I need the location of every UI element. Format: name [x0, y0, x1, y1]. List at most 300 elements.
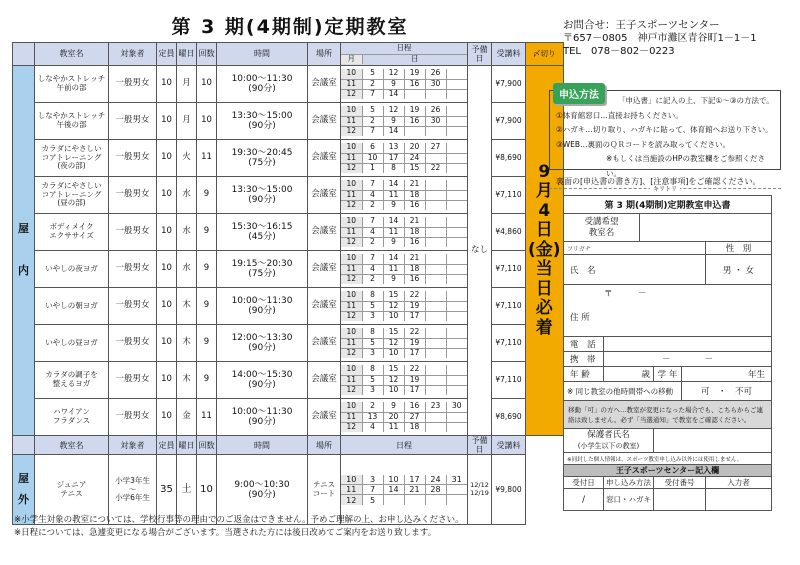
schedule-month: 12	[341, 311, 362, 321]
schedule-day	[446, 385, 467, 395]
session-count: 11	[197, 399, 217, 436]
target-audience: 一般男女	[109, 362, 157, 399]
schedule-month: 11	[341, 301, 362, 311]
schedule-day: 10	[362, 153, 383, 163]
move-note: 移動「可」の方へ…教室が変更になった場合でも、こちらからご連絡は致しません。必ず「当選通知」で教室をご確認ください。	[564, 401, 772, 429]
indoor-header-row	[13, 43, 564, 66]
schedule-day: 9	[383, 116, 404, 126]
duration: (75分)	[248, 158, 276, 168]
form-title: 第 3 期(4期制)定期教室申込書	[564, 196, 772, 214]
schedule-day: 17	[383, 153, 404, 163]
schedule-month: 11	[341, 412, 362, 422]
duration: (90分)	[248, 121, 276, 131]
schedule-cell	[341, 251, 468, 288]
schedule-row	[341, 338, 467, 348]
header-schedule	[341, 43, 468, 66]
class-name: いやしの朝ヨガ	[35, 288, 109, 325]
schedule-day: 4	[362, 190, 383, 200]
schedule-day: 16	[404, 402, 425, 412]
name-field[interactable]	[564, 255, 706, 285]
schedule-day: 2	[362, 402, 383, 412]
schedule-day: 8	[383, 163, 404, 173]
schedule-day: 2	[362, 274, 383, 284]
weekday: 金	[177, 399, 197, 436]
schedule-day	[446, 180, 467, 190]
schedule-day	[425, 375, 446, 385]
schedule-day	[446, 163, 467, 173]
schedule-row	[341, 475, 467, 485]
schedule-day: 16	[404, 274, 425, 284]
weekday: 火	[177, 140, 197, 177]
schedule-day	[425, 180, 446, 190]
schedule-day: 21	[404, 254, 425, 264]
class-name: カラダにやさしい コアトレーニング (昼の部)	[35, 177, 109, 214]
schedule-day	[425, 348, 446, 358]
schedule-day: 12	[383, 375, 404, 385]
schedule-day: 5	[362, 338, 383, 348]
schedule-day: 18	[404, 422, 425, 432]
session-count: 11	[197, 140, 217, 177]
schedule-header-month: 月	[341, 54, 362, 64]
schedule-month: 10	[341, 328, 362, 338]
schedule-day: 21	[404, 180, 425, 190]
age-field[interactable]: 歳	[604, 367, 654, 382]
schedule-day	[425, 254, 446, 264]
schedule-day	[446, 291, 467, 301]
schedule-day: 9	[383, 200, 404, 210]
target-audience: 一般男女	[109, 103, 157, 140]
duration: (90分)	[248, 417, 276, 427]
schedule-day: 14	[383, 126, 404, 136]
move-option[interactable]: 可 ・ 不可	[682, 382, 772, 401]
schedule-day	[425, 200, 446, 210]
schedule-grid	[341, 69, 467, 99]
target-audience: 小学3年生 ～ 小学6年生	[109, 455, 157, 525]
schedule-day: 5	[362, 375, 383, 385]
header-count: 回数	[197, 43, 217, 66]
schedule-row	[341, 412, 467, 422]
schedule-day: 3	[362, 385, 383, 395]
schedule-month: 12	[341, 200, 362, 210]
staff-method-field[interactable]: 窓口・ハガキ	[604, 489, 654, 511]
schedule-month: 10	[341, 217, 362, 227]
class-time	[217, 399, 308, 436]
staff-col-date: 受付日	[564, 477, 604, 489]
schedule-day: 20	[404, 143, 425, 153]
guardian-field[interactable]	[654, 429, 772, 453]
schedule-month: 12	[341, 422, 362, 432]
mobile-field[interactable]: － －	[604, 352, 772, 367]
footnote: ※日程については、急遽変更になる場合がございます。当選された方には後日改めてご案内をお送り致します。	[14, 528, 437, 538]
page-title: 第 3 期(4期制)定期教室	[171, 16, 409, 38]
schedule-day	[446, 190, 467, 200]
schedule-day	[446, 79, 467, 89]
move-label: ※ 同じ教室の他時間帯への移動	[564, 382, 682, 401]
fee: ¥4,860	[492, 214, 526, 251]
header-deadline: 〆切り	[526, 43, 564, 66]
class-time	[217, 103, 308, 140]
class-name: いやしの昼ヨガ	[35, 325, 109, 362]
section-indoor: 屋 内	[13, 66, 35, 436]
schedule-day: 19	[404, 375, 425, 385]
schedule-day: 19	[404, 69, 425, 79]
target-audience: 一般男女	[109, 399, 157, 436]
schedule-month: 10	[341, 365, 362, 375]
staff-number-field[interactable]	[654, 489, 706, 511]
schedule-month: 10	[341, 180, 362, 190]
schedule-day: 8	[362, 291, 383, 301]
postal-code: 〒 －	[604, 289, 647, 299]
time-range: 10:00～11:30	[231, 73, 293, 84]
cut-line-label: キリトリ	[650, 186, 680, 193]
phone-field[interactable]	[604, 337, 772, 352]
schedule-day: 9	[383, 402, 404, 412]
schedule-day: 13	[362, 412, 383, 422]
schedule-day: 6	[362, 143, 383, 153]
venue: 会議室	[308, 251, 341, 288]
class-time	[217, 214, 308, 251]
time-range: 10:00～11:30	[231, 406, 293, 417]
schedule-day	[446, 375, 467, 385]
weekday: 土	[177, 455, 197, 525]
schedule-day: 28	[425, 485, 446, 495]
staff-col-operator: 入力者	[706, 477, 772, 489]
schedule-grid	[341, 291, 467, 321]
target-audience: 一般男女	[109, 251, 157, 288]
schedule-day	[383, 495, 404, 505]
schedule-row	[341, 485, 467, 495]
fee: ¥7,110	[492, 177, 526, 214]
schedule-day	[446, 217, 467, 227]
class-time	[217, 140, 308, 177]
schedule-month: 11	[341, 264, 362, 274]
session-count: 9	[197, 177, 217, 214]
schedule-header	[341, 44, 467, 64]
contact-info	[563, 19, 757, 58]
schedule-cell	[341, 288, 468, 325]
schedule-day	[425, 412, 446, 422]
guardian-label	[564, 429, 654, 453]
duration: (90分)	[248, 84, 276, 94]
schedule-day	[425, 495, 446, 505]
class-time	[217, 251, 308, 288]
schedule-cell	[341, 325, 468, 362]
class-schedule-table	[12, 42, 564, 525]
schedule-day: 1	[362, 163, 383, 173]
schedule-grid	[341, 475, 467, 505]
schedule-month: 10	[341, 291, 362, 301]
schedule-month: 11	[341, 227, 362, 237]
schedule-row	[341, 190, 467, 200]
schedule-day	[404, 495, 425, 505]
schedule-row	[341, 217, 467, 227]
schedule-day	[425, 274, 446, 284]
schedule-day: 18	[404, 264, 425, 274]
staff-col-method: 申し込み方法	[604, 477, 654, 489]
venue: 会議室	[308, 140, 341, 177]
schedule-day	[425, 365, 446, 375]
schedule-day: 15	[404, 163, 425, 173]
schedule-row	[341, 311, 467, 321]
schedule-day	[446, 301, 467, 311]
header-place: 場所	[308, 43, 341, 66]
fee: ¥7,110	[492, 251, 526, 288]
schedule-day: 31	[446, 475, 467, 485]
capacity: 10	[157, 177, 177, 214]
schedule-day	[425, 89, 446, 99]
capacity: 35	[157, 455, 177, 525]
schedule-month: 11	[341, 375, 362, 385]
schedule-day	[425, 338, 446, 348]
capacity: 10	[157, 325, 177, 362]
header-schedule: 日程	[341, 436, 468, 455]
schedule-day: 30	[425, 116, 446, 126]
schedule-day	[425, 301, 446, 311]
schedule-row	[341, 348, 467, 358]
weekday: 木	[177, 362, 197, 399]
schedule-row	[341, 254, 467, 264]
schedule-month: 12	[341, 126, 362, 136]
schedule-day: 3	[362, 348, 383, 358]
schedule-day	[446, 126, 467, 136]
schedule-day: 15	[383, 291, 404, 301]
schedule-day	[446, 237, 467, 247]
section-outdoor: 屋 外	[13, 455, 35, 525]
schedule-day: 7	[362, 126, 383, 136]
header-capacity: 定員	[157, 43, 177, 66]
schedule-day: 17	[404, 385, 425, 395]
schedule-day: 30	[446, 402, 467, 412]
schedule-day	[425, 153, 446, 163]
schedule-day: 14	[383, 254, 404, 264]
schedule-day: 22	[404, 291, 425, 301]
schedule-day	[446, 106, 467, 116]
schedule-month: 10	[341, 402, 362, 412]
schedule-cell	[341, 103, 468, 140]
header-time: 時間	[217, 43, 308, 66]
schedule-day: 15	[383, 365, 404, 375]
schedule-day	[425, 190, 446, 200]
class-time	[217, 325, 308, 362]
schedule-grid	[341, 402, 467, 432]
contact-phone: TEL 078－802－0223	[563, 46, 675, 57]
guardian-title: 保護者氏名	[587, 429, 630, 440]
schedule-day: 9	[383, 274, 404, 284]
schedule-day: 7	[362, 180, 383, 190]
schedule-cell	[341, 214, 468, 251]
schedule-row	[341, 79, 467, 89]
schedule-day: 17	[404, 311, 425, 321]
application-form	[563, 195, 772, 511]
schedule-month: 12	[341, 163, 362, 173]
schedule-day: 12	[383, 338, 404, 348]
venue: 会議室	[308, 325, 341, 362]
duration: (75分)	[248, 269, 276, 279]
schedule-row	[341, 274, 467, 284]
guardian-sub: (小学生以下の教室)	[577, 441, 640, 450]
class-wish-field[interactable]	[640, 214, 772, 242]
schedule-day: 5	[362, 106, 383, 116]
schedule-day: 16	[404, 79, 425, 89]
schedule-cell	[341, 177, 468, 214]
schedule-row	[341, 328, 467, 338]
footnotes	[14, 514, 463, 540]
schedule-day	[446, 274, 467, 284]
schedule-day	[446, 254, 467, 264]
grade-field[interactable]: 年生	[682, 367, 772, 382]
contact-address: 〒657－0805 神戸市灘区青谷町1－1－1	[563, 33, 757, 44]
schedule-day: 2	[362, 237, 383, 247]
schedule-day: 16	[404, 200, 425, 210]
schedule-day: 16	[404, 116, 425, 126]
schedule-day	[425, 237, 446, 247]
venue: 会議室	[308, 214, 341, 251]
address-field[interactable]	[564, 285, 772, 337]
staff-date-field[interactable]: /	[564, 489, 604, 511]
header-target: 対象者	[109, 436, 157, 455]
schedule-month: 11	[341, 338, 362, 348]
weekday: 木	[177, 288, 197, 325]
fee: ¥7,110	[492, 288, 526, 325]
header-spare: 予備日	[468, 43, 492, 66]
outdoor-header-row	[13, 436, 564, 455]
gender-select[interactable]: 男 ・ 女	[706, 255, 772, 285]
schedule-month: 12	[341, 237, 362, 247]
header-class: 教室名	[35, 436, 109, 455]
schedule-day: 24	[404, 153, 425, 163]
capacity: 10	[157, 362, 177, 399]
header-spare: 予備日	[468, 436, 492, 455]
capacity: 10	[157, 251, 177, 288]
schedule-day: 8	[362, 328, 383, 338]
schedule-day: 2	[362, 116, 383, 126]
contact-name: お問合せ：王子スポーツセンター	[563, 19, 720, 31]
schedule-day: 10	[383, 475, 404, 485]
schedule-day	[446, 328, 467, 338]
schedule-day	[425, 311, 446, 321]
footnote: ※小学生対象の教室については、学校行事等の理由でのご返金はできません。予めご理解の上、お申し込みください。	[14, 515, 464, 525]
schedule-day	[446, 153, 467, 163]
target-audience: 一般男女	[109, 140, 157, 177]
apply-line: ①体育館窓口…直接お持ちください。	[556, 110, 683, 120]
age-label: 年 齢	[564, 367, 604, 382]
schedule-day: 23	[425, 402, 446, 412]
schedule-row	[341, 153, 467, 163]
section-header-spacer	[13, 436, 35, 455]
schedule-month: 10	[341, 143, 362, 153]
capacity: 10	[157, 66, 177, 103]
schedule-day: 27	[404, 412, 425, 422]
schedule-row	[341, 143, 467, 153]
fee: ¥7,110	[492, 325, 526, 362]
schedule-row	[341, 116, 467, 126]
session-count: 10	[197, 66, 217, 103]
application-method-badge: 申込方法	[553, 83, 605, 104]
schedule-day	[425, 385, 446, 395]
venue: 会議室	[308, 177, 341, 214]
schedule-month: 12	[341, 348, 362, 358]
schedule-day: 15	[383, 328, 404, 338]
schedule-day: 11	[383, 227, 404, 237]
header-day: 曜日	[177, 436, 197, 455]
class-row	[13, 66, 564, 103]
schedule-day: 5	[362, 495, 383, 505]
schedule-day: 9	[383, 79, 404, 89]
session-count: 9	[197, 325, 217, 362]
duration: (90分)	[248, 380, 276, 390]
schedule-day	[404, 126, 425, 136]
weekday: 木	[177, 325, 197, 362]
header-fee: 受講料	[492, 436, 526, 455]
schedule-row	[341, 264, 467, 274]
schedule-month: 10	[341, 69, 362, 79]
schedule-day: 14	[383, 89, 404, 99]
class-name: ハワイアン フラダンス	[35, 399, 109, 436]
staff-col-number: 受付番号	[654, 477, 706, 489]
schedule-day	[446, 116, 467, 126]
time-range: 19:30～20:45	[231, 147, 293, 158]
schedule-day	[425, 291, 446, 301]
schedule-row	[341, 69, 467, 79]
header-time: 時間	[217, 436, 308, 455]
schedule-day	[446, 69, 467, 79]
time-range: 13:30～15:00	[231, 110, 293, 121]
schedule-day: 17	[404, 348, 425, 358]
schedule-grid	[341, 106, 467, 136]
schedule-row	[341, 495, 467, 505]
fee: ¥8,690	[492, 140, 526, 177]
weekday: 月	[177, 103, 197, 140]
capacity: 10	[157, 288, 177, 325]
schedule-month: 11	[341, 190, 362, 200]
schedule-row	[341, 200, 467, 210]
schedule-header-title: 日程	[341, 44, 467, 54]
schedule-day: 2	[362, 79, 383, 89]
class-name: カラダの調子を 整えるヨガ	[35, 362, 109, 399]
schedule-day	[404, 89, 425, 99]
schedule-grid	[341, 143, 467, 173]
schedule-row	[341, 301, 467, 311]
session-count: 9	[197, 362, 217, 399]
schedule-day	[446, 200, 467, 210]
staff-operator-field[interactable]	[706, 489, 772, 511]
schedule-day: 22	[425, 163, 446, 173]
duration: (90分)	[248, 195, 276, 205]
apply-line: ③WEB…裏面のＱＲコードを読み取ってください。	[556, 139, 731, 149]
schedule-row	[341, 422, 467, 432]
venue: 会議室	[308, 362, 341, 399]
schedule-cell	[341, 66, 468, 103]
session-count: 9	[197, 214, 217, 251]
schedule-day: 5	[362, 301, 383, 311]
schedule-day: 3	[362, 311, 383, 321]
schedule-day	[446, 143, 467, 153]
class-name: ボディメイク エクササイズ	[35, 214, 109, 251]
schedule-day	[446, 495, 467, 505]
schedule-day: 7	[362, 89, 383, 99]
schedule-day: 21	[404, 485, 425, 495]
schedule-day: 11	[383, 422, 404, 432]
schedule-day	[446, 89, 467, 99]
duration: (90分)	[248, 306, 276, 316]
schedule-day	[446, 227, 467, 237]
schedule-grid	[341, 254, 467, 284]
schedule-row	[341, 126, 467, 136]
header-capacity: 定員	[157, 436, 177, 455]
schedule-cell	[341, 399, 468, 436]
schedule-day: 22	[404, 365, 425, 375]
class-name: ジュニア テニス	[35, 455, 109, 525]
